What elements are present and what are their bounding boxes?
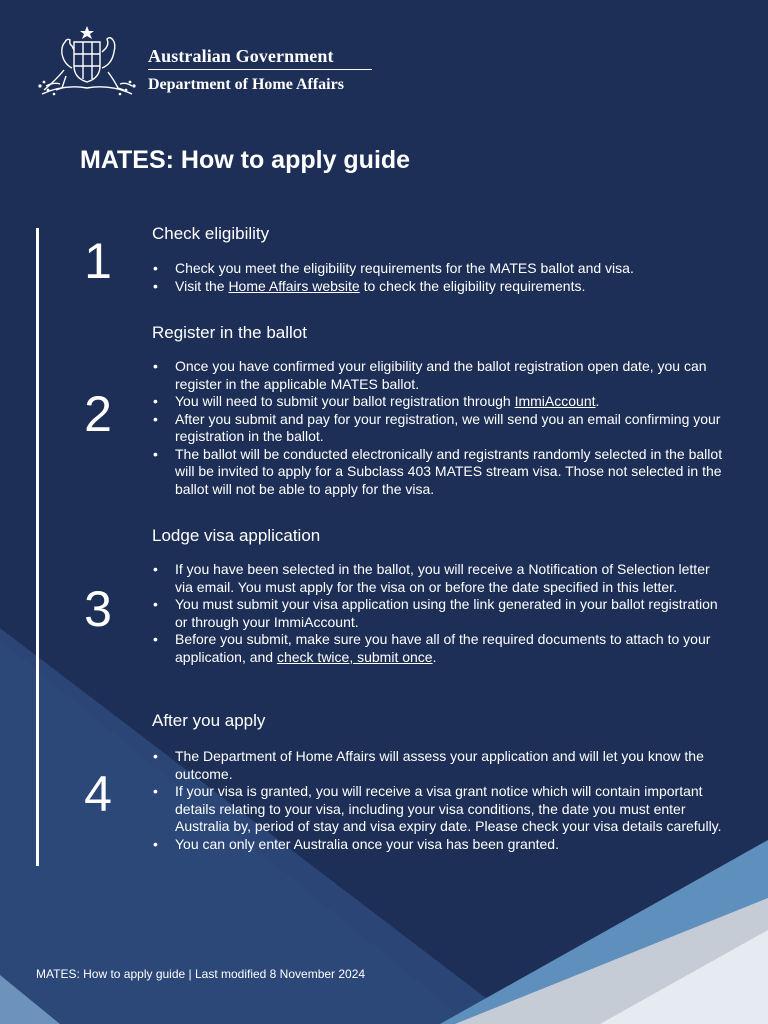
timeline-bar	[36, 228, 39, 866]
list-item: • The ballot will be conducted electronically and registrants randomly selected in the ballot will be invited to apply for a Subclass 403 MATES stream visa. Those not selected in the ballot will not be able to apply for the visa.	[152, 446, 724, 499]
list-item	[152, 393, 724, 411]
footer: MATES: How to apply guide | Last modified 8 November 2024	[36, 967, 366, 981]
list-item-text: You will need to submit your ballot registration through	[175, 393, 515, 409]
government-name: Australian Government	[148, 46, 334, 66]
immiaccount-link[interactable]: ImmiAccount	[514, 393, 596, 409]
list-item: • After you submit and pay for your registration, we will send you an email confirming your registration in the ballot.	[152, 411, 724, 446]
step-heading: Register in the ballot	[152, 323, 307, 342]
home-affairs-website-link[interactable]: Home Affairs website	[228, 277, 360, 294]
step-list	[152, 561, 724, 666]
list-item-text: .	[595, 393, 600, 409]
list-item-text: .	[432, 648, 437, 665]
list-item: • If your visa is granted, you will receive a visa grant notice which will contain important details relating to your visa, including your visa conditions, the date you must enter Australia by, period of stay and visa expiry date. Please check your visa details carefully.	[152, 783, 724, 836]
list-item-text: Before you submit, make sure you have all of the required documents to attach to your application, and	[175, 631, 711, 665]
step-list	[152, 358, 724, 498]
step-number: 1	[84, 233, 112, 289]
step-number: 4	[84, 766, 112, 822]
page-title: MATES: How to apply guide	[80, 146, 411, 174]
step-list	[152, 748, 724, 853]
list-item: • Check you meet the eligibility requirements for the MATES ballot and visa.	[152, 260, 724, 278]
step-heading: After you apply	[152, 711, 266, 730]
department-name: Department of Home Affairs	[148, 76, 344, 93]
coat-of-arms-icon	[34, 24, 140, 98]
step-number: 2	[84, 386, 112, 442]
step-number: 3	[84, 581, 112, 637]
check-twice-submit-once-link[interactable]: check twice, submit once	[276, 648, 433, 665]
list-item	[152, 631, 724, 666]
header	[34, 24, 379, 98]
header-divider	[148, 69, 372, 70]
list-item-text: to check the eligibility requirements.	[359, 277, 586, 294]
step-heading: Check eligibility	[152, 224, 270, 243]
list-item: • You can only enter Australia once your visa has been granted.	[152, 836, 724, 854]
list-item: • The Department of Home Affairs will assess your application and will let you know the outcome.	[152, 748, 724, 783]
list-item-text: Visit the	[175, 277, 229, 294]
list-item: • You must submit your visa application using the link generated in your ballot registration or through your ImmiAccount.	[152, 596, 724, 631]
step-list	[152, 260, 724, 295]
list-item	[152, 278, 724, 296]
list-item: • If you have been selected in the ballot, you will receive a Notification of Selection letter via email. You must apply for the visa on or before the date specified in this letter.	[152, 561, 724, 596]
list-item: • Once you have confirmed your eligibility and the ballot registration open date, you can register in the applicable MATES ballot.	[152, 358, 724, 393]
step-heading: Lodge visa application	[152, 526, 321, 545]
